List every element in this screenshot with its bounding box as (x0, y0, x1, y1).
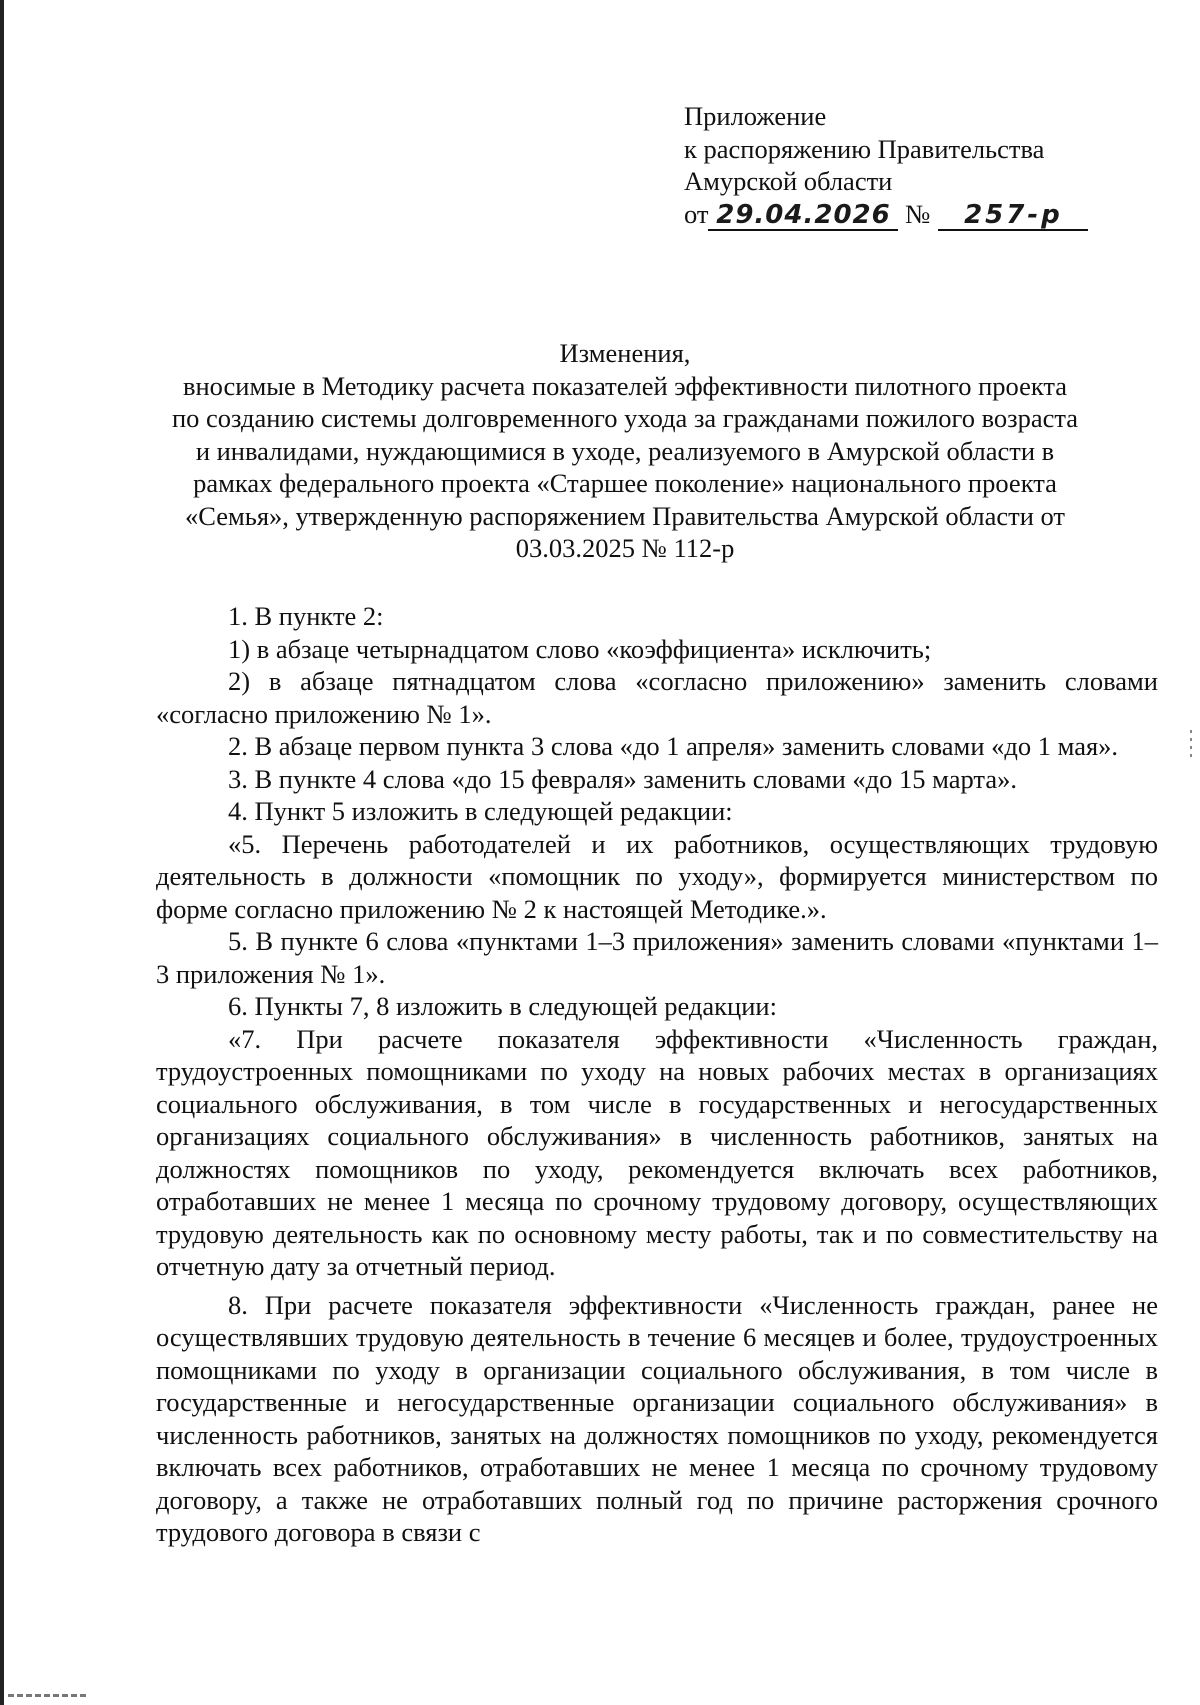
handwritten-date: 29.04.2026 (708, 201, 898, 231)
paragraph-item-5: 5. В пункте 6 слова «пунктами 1–3 приложения» заменить словами «пунктами 1–3 приложения № 1». (156, 926, 1158, 989)
scan-speckle (1190, 730, 1192, 760)
title-line: вносимые в Методику расчета показателей эффективности пилотного проекта (182, 370, 1068, 401)
document-body (156, 600, 1158, 1549)
attachment-region: Амурской области (684, 166, 893, 196)
scan-left-edge (0, 0, 4, 1705)
paragraph-quote-7: «7. При расчете показателя эффективности «Численность граждан, трудоустроенных помощниками по уходу на новых рабочих местах в организациях социального обслуживания, в том числе в государственных и негосударственных организациях социального обслуживания» в численность работников, занятых на должностях помощников по уходу, рекомендуется включать всех работников, отработавших не менее 1 месяца по срочному трудовому договору, осуществляющих трудовую деятельность как по основному месту работы, так и по совместительству на отчетную дату за отчетный период. (156, 1023, 1158, 1281)
paragraph-subitem-2: 2) в абзаце пятнадцатом слова «согласно приложению» заменить словами «согласно приложению № 1». (156, 666, 1158, 729)
title-line: по созданию системы долговременного ухода за гражданами пожилого возраста (171, 403, 1079, 433)
handwritten-number: 257-р (938, 201, 1088, 231)
document-title (150, 337, 1100, 565)
paragraph-item-1: 1. В пункте 2: (228, 601, 384, 631)
scan-bottom-mark (8, 1694, 88, 1697)
paragraph-item-6: 6. Пункты 7, 8 изложить в следующей редакции: (228, 991, 777, 1021)
number-sign: № (905, 198, 931, 229)
title-line: «Семья», утвержденную распоряжением Правительства Амурской области от (184, 500, 1066, 531)
attachment-label: Приложение (684, 101, 827, 131)
attachment-header (684, 100, 1144, 231)
date-prefix: от (684, 198, 709, 229)
paragraph-quote-8: 8. При расчете показателя эффективности «Численность граждан, ранее не осуществлявших трудовую деятельность в течение 6 месяцев и более, трудоустроенных помощниками по уходу в организации социального обслуживания, в том числе в государственные и негосударственные организации социального обслуживания» в численность работников, занятых на должностях помощников по уходу, рекомендуется включать всех работников, отработавших не менее 1 месяца по срочному трудовому договору, а также не отработавших полный год по причине расторжения срочного трудового договора в связи с (156, 1289, 1158, 1547)
title-heading: Изменения, (559, 338, 691, 368)
attachment-order-ref: к распоряжению Правительства (684, 133, 1045, 164)
paragraph-subitem-1: 1) в абзаце четырнадцатом слово «коэффициента» исключить; (228, 633, 932, 664)
attachment-date-number (684, 198, 1144, 231)
title-line: 03.03.2025 № 112-р (515, 533, 735, 563)
paragraph-quote-5: «5. Перечень работодателей и их работников, осуществляющих трудовую деятельность в должности «помощник по уходу», формируется министерством по форме согласно приложению № 2 к настоящей Методике.». (156, 828, 1158, 924)
paragraph-item-2: 2. В абзаце первом пункта 3 слова «до 1 апреля» заменить словами «до 1 мая». (228, 731, 1119, 761)
title-line: и инвалидами, нуждающимися в уходе, реализуемого в Амурской области в (195, 435, 1055, 466)
paragraph-item-3: 3. В пункте 4 слова «до 15 февраля» заменить словами «до 15 марта». (228, 763, 1017, 794)
paragraph-item-4: 4. Пункт 5 изложить в следующей редакции: (228, 796, 733, 826)
title-line: рамках федерального проекта «Старшее поколение» национального проекта (193, 468, 1057, 498)
